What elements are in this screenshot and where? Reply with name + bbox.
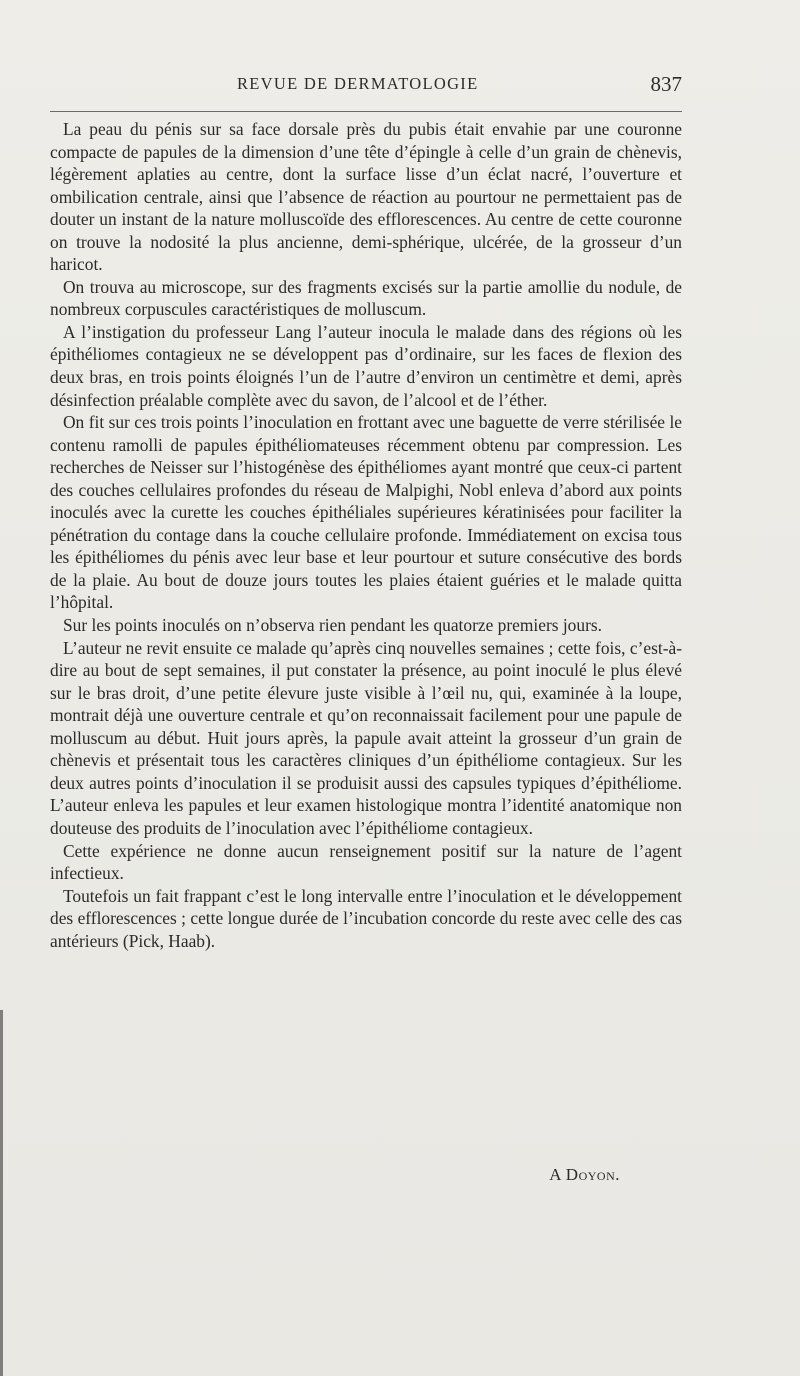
paragraph: A l’instigation du professeur Lang l’auteur inocula le malade dans des régions où les épithéliomes contagieux ne se développent pas d’ordinaire, sur les faces de flexion des deux bras, en trois points éloignés l’un de l’autre d’environ un centimètre et demi, après désinfection préalable complète avec du savon, de l’alcool et de l’éther. bbox=[50, 321, 682, 410]
page-number: 837 bbox=[650, 72, 682, 96]
signature-name: Doyon. bbox=[565, 1165, 620, 1184]
signature-initial: A bbox=[549, 1165, 562, 1184]
page-edge-shadow bbox=[0, 1010, 3, 1376]
paragraph: L’auteur ne revit ensuite ce malade qu’après cinq nouvelles semaines ; cette fois, c’est-à-dire au bout de sept semaines, il put constater la présence, au point inoculé le plus élevé sur le bras droit, d’une petite élevure juste visible à l’œil nu, qui, examinée à la loupe, montrait déjà une ouverture centrale et qu’on reconnaissait facilement pour une papule de molluscum au début. Huit jours après, la papule avait atteint la grosseur d’un grain de chènevis et présentait tous les caractères cliniques d’un épithéliome contagieux. Sur les deux autres points d’inoculation il se produisit aussi des capsules typiques d’épithéliome. L’auteur enleva les papules et leur examen histologique montra l’identité anatomique non douteuse des produits de l’inoculation avec l’épithéliome contagieux. bbox=[50, 637, 682, 838]
paragraph: Cette expérience ne donne aucun renseignement positif sur la nature de l’agent infectieux. bbox=[50, 840, 682, 884]
running-title: REVUE DE DERMATOLOGIE bbox=[237, 74, 479, 93]
paragraph: La peau du pénis sur sa face dorsale près du pubis était envahie par une couronne compacte de papules de la dimension d’une tête d’épingle à celle d’un grain de chènevis, légèrement aplaties au centre, dont la surface lisse d’un éclat nacré, l’ouverture et ombilication centrale, ainsi que l’absence de réaction au pourtour ne permettaient pas de douter un instant de la nature molluscoïde des efflorescences. Au centre de cette couronne on trouve la nodosité la plus ancienne, demi-sphérique, ulcérée, de la grosseur d’un haricot. bbox=[50, 119, 682, 275]
header-rule bbox=[50, 111, 682, 112]
paragraph: On fit sur ces trois points l’inoculation en frottant avec une baguette de verre stérilisée le contenu ramolli de papules épithéliomateuses récemment obtenu par compression. Les recherches de Neisser sur l’histogénèse des épithéliomes ayant montré que ceux-ci partent des couches cellulaires profondes du réseau de Malpighi, Nobl enleva d’abord aux points inoculés avec la curette les couches épithéliales supérieures kératinisées pour faciliter la pénétration du contage dans la couche cellulaire profonde. Immédiatement on excisa tous les épithéliomes du pénis avec leur base et leur pourtour et suture consécutive des bords de la plaie. Au bout de douze jours toutes les plaies étaient guéries et le malade quitta l’hôpital. bbox=[50, 412, 682, 613]
article-body bbox=[50, 118, 682, 952]
paragraph: On trouva au microscope, sur des fragments excisés sur la partie amollie du nodule, de nombreux corpuscules caractéristiques de molluscum. bbox=[50, 276, 682, 320]
page-header bbox=[50, 72, 682, 100]
author-signature bbox=[549, 1165, 620, 1185]
paragraph: Toutefois un fait frappant c’est le long intervalle entre l’inoculation et le développement des efflorescences ; cette longue durée de l’incubation concorde du reste avec celle des cas antérieurs (Pick, Haab). bbox=[50, 885, 682, 951]
paragraph: Sur les points inoculés on n’observa rien pendant les quatorze premiers jours. bbox=[63, 615, 602, 636]
